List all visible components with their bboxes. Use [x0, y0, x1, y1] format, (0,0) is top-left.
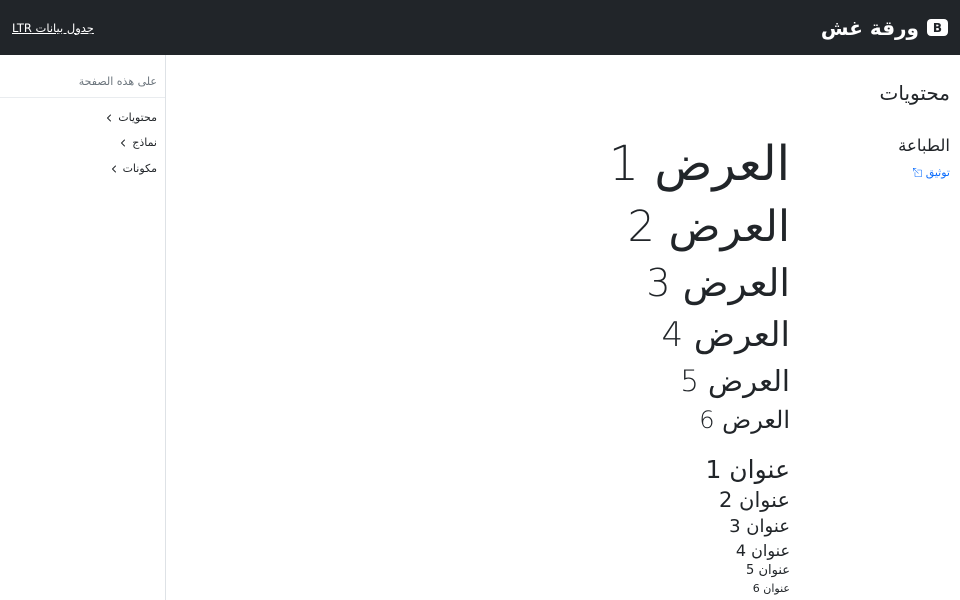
- toc-list: [8, 106, 157, 176]
- section-title: الطباعة: [898, 136, 950, 155]
- toc-divider: [0, 97, 165, 98]
- heading-2-example: عنوان 2: [718, 488, 790, 513]
- toc-item-contents[interactable]: [105, 111, 157, 125]
- chevron-left-icon: [110, 165, 118, 173]
- heading-3-example: عنوان 3: [729, 516, 790, 538]
- heading-6-example: عنوان 6: [752, 581, 790, 595]
- section-heading: [800, 136, 950, 180]
- ltr-switch-link[interactable]: جدول بيانات LTR: [12, 20, 94, 35]
- toc-item-forms[interactable]: [119, 136, 157, 150]
- docs-link[interactable]: [913, 166, 950, 179]
- toc-list-item: [8, 157, 157, 176]
- toc-title: على هذه الصفحة: [78, 75, 157, 88]
- page-toc: [0, 55, 166, 600]
- page-title: محتويات: [879, 81, 950, 105]
- page-layout: [0, 55, 960, 600]
- heading-5-example: عنوان 5: [746, 563, 790, 579]
- toc-list-item: [8, 106, 157, 125]
- headings-examples: [176, 455, 790, 595]
- display-1-example: العرض 1: [608, 136, 790, 192]
- docs-link-label: توثيق: [925, 165, 950, 179]
- toc-item-components[interactable]: [110, 162, 157, 176]
- heading-4-example: عنوان 4: [735, 540, 790, 560]
- display-2-example: العرض 2: [627, 201, 790, 252]
- typography-examples: [176, 136, 790, 598]
- display-5-example: العرض 5: [680, 363, 790, 398]
- navbar-brand-label: ورقة غش: [820, 15, 919, 40]
- navbar-brand[interactable]: [821, 16, 948, 40]
- toc-item-label: محتويات: [118, 111, 157, 124]
- bootstrap-logo-icon: B: [927, 19, 948, 36]
- heading-1-example: عنوان 1: [705, 455, 790, 485]
- toc-list-item: [8, 131, 157, 150]
- navbar: [0, 0, 960, 55]
- box-arrow-up-left-icon: [913, 168, 922, 177]
- display-6-example: العرض 6: [699, 406, 790, 435]
- display-4-example: العرض 4: [661, 314, 790, 355]
- main-content: [166, 55, 960, 600]
- chevron-left-icon: [105, 114, 113, 122]
- toc-item-label: نماذج: [132, 136, 157, 150]
- toc-item-label: مكونات: [122, 161, 157, 175]
- display-3-example: العرض 3: [646, 261, 790, 306]
- typography-article: [176, 136, 950, 598]
- chevron-left-icon: [119, 139, 127, 147]
